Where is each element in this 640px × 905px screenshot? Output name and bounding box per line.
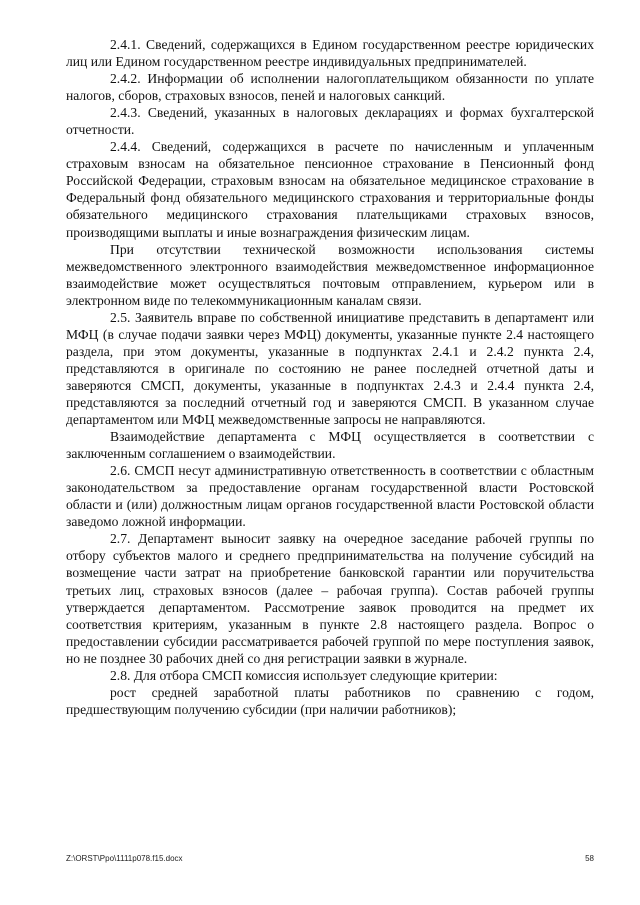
paragraph-mfc-interaction: Взаимодействие департамента с МФЦ осуществляется в соответствии с заключенным соглашением о взаимодействии. [66,429,594,462]
paragraph-2-7: 2.7. Департамент выносит заявку на очередное заседание рабочей группы по отбору субъектов малого и среднего предпринимательства на получение субсидий на возмещение части затрат на приобретение банковской гарантии или поручительства третьих лиц, страховых взносов (далее – рабочая группа). Состав рабочей группы утверждается департаментом. Рассмотрение заявок проводится на предмет их соответствия критериям, указанным в пункте 2.8 настоящего раздела. Вопрос о предоставлении субсидии рассматривается рабочей группой по мере поступления заявок, но не позднее 30 рабочих дней со дня регистрации заявки в журнале. [66,531,594,666]
document-body [66,36,594,718]
paragraph-2-8: 2.8. Для отбора СМСП комиссия использует следующие критерии: [110,667,498,683]
paragraph-2-6: 2.6. СМСП несут административную ответственность в соответствии с областным законодательством за предоставление органам государственной власти Ростовской области и (или) должностным лицам органов государственной власти Ростовской области заведомо ложной информации. [66,463,594,530]
paragraph-criterion-salary: рост средней заработной платы работников по сравнению с годом, предшествующим получению субсидии (при наличии работников); [66,684,594,717]
paragraph-interaction-fallback: При отсутствии технической возможности использования системы межведомственного электронного взаимодействия межведомственное информационное взаимодействие может осуществляться почтовым отправлением, курьером или в электронном виде по телекоммуникационным каналам связи. [66,241,594,308]
paragraph-2-4-4: 2.4.4. Сведений, содержащихся в расчете по начисленным и уплаченным страховым взносам на обязательное пенсионное страхование в Пенсионный фонд Российской Федерации, страховым взносам на обязательное медицинское страхование в Федеральный фонд обязательного медицинского страхования и территориальные фонды обязательного медицинского страхования плательщиками страховых взносов, производящими выплаты и иные вознаграждения физическим лицам. [66,139,594,240]
file-path: Z:\ORST\Ppo\1111p078.f15.docx [66,854,183,863]
paragraph-2-4-3: 2.4.3. Сведений, указанных в налоговых декларациях и формах бухгалтерской отчетности. [66,105,594,138]
paragraph-2-4-1: 2.4.1. Сведений, содержащихся в Едином государственном реестре юридических лиц или Едином государственном реестре индивидуальных предпринимателей. [66,37,594,70]
page-number: 58 [585,854,594,863]
paragraph-2-4-2: 2.4.2. Информации об исполнении налогоплательщиком обязанности по уплате налогов, сборов, страховых взносов, пеней и налоговых санкций. [66,71,594,104]
paragraph-2-5: 2.5. Заявитель вправе по собственной инициативе представить в департамент или МФЦ (в случае подачи заявки через МФЦ) документы, указанные пункте 2.4 настоящего раздела, при этом документы, указанные в подпунктах 2.4.1 и 2.4.2 пункта 2.4, представляются в оригинале по состоянию не ранее последней отчетной даты и заверяются СМСП, документы, указанные в подпунктах 2.4.3 и 2.4.4 пункта 2.4, представляются за последний отчетный год и заверяются СМСП. В указанном случае департаментом или МФЦ межведомственные запросы не направляются. [66,309,594,428]
